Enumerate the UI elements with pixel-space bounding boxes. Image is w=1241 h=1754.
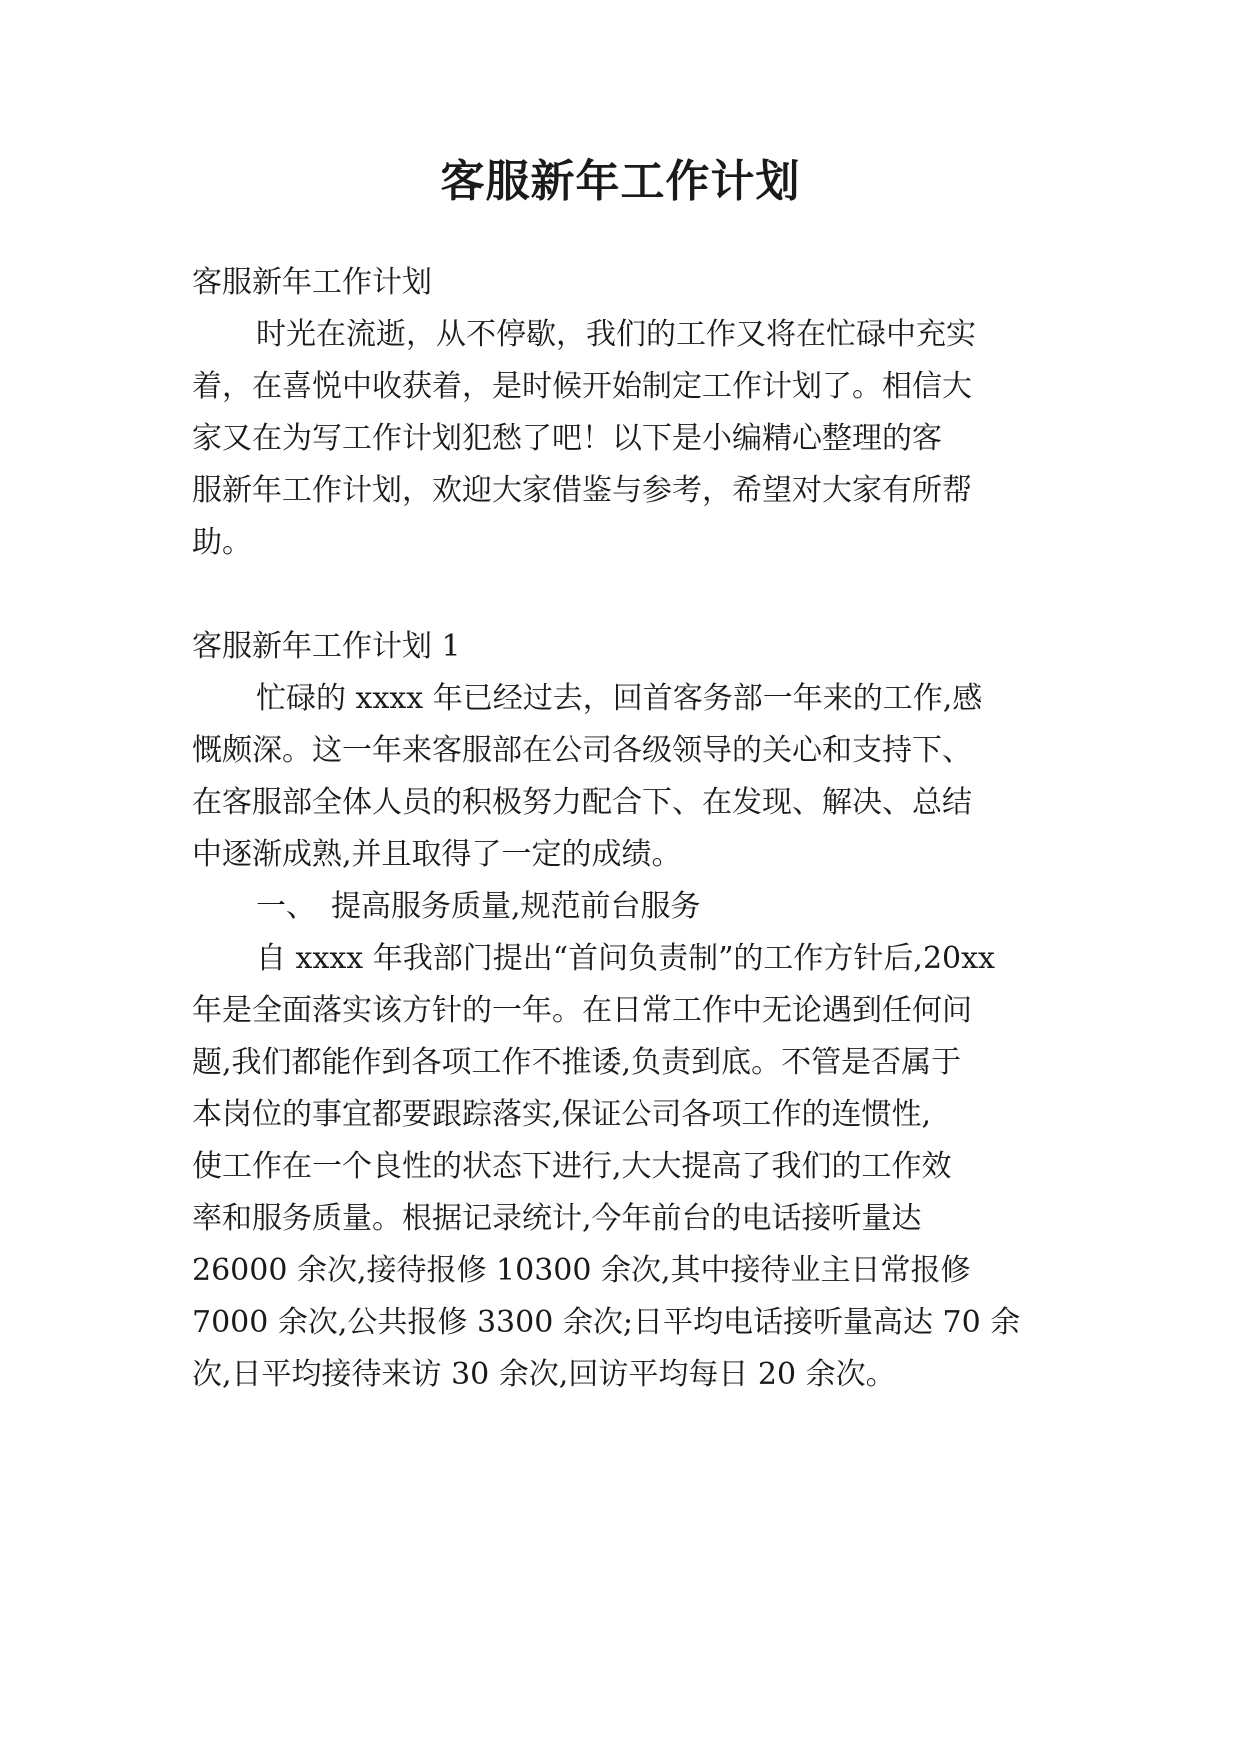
paragraph-line: 自 xxxx 年我部门提出“首问负责制”的工作方针后,20xx <box>256 941 995 976</box>
paragraph-line: 年是全面落实该方针的一年。在日常工作中无论遇到任何问 <box>192 993 972 1028</box>
paragraph-line: 助。 <box>192 525 252 560</box>
section-heading: 客服新年工作计划 <box>192 265 432 300</box>
section-heading: 客服新年工作计划 1 <box>192 629 461 664</box>
paragraph-line: 服新年工作计划，欢迎大家借鉴与参考，希望对大家有所帮 <box>192 473 972 508</box>
paragraph-line: 7000 余次,公共报修 3300 余次;日平均电话接听量高达 70 余 <box>192 1305 1021 1340</box>
paragraph-line: 题,我们都能作到各项工作不推诿,负责到底。不管是否属于 <box>192 1045 962 1080</box>
paragraph-line: 在客服部全体人员的积极努力配合下、在发现、解决、总结 <box>192 785 972 820</box>
paragraph-line: 使工作在一个良性的状态下进行,大大提高了我们的工作效 <box>192 1149 952 1184</box>
paragraph-line: 中逐渐成熟,并且取得了一定的成绩。 <box>192 837 682 872</box>
paragraph-line: 次,日平均接待来访 30 余次,回访平均每日 20 余次。 <box>192 1357 896 1392</box>
numbered-heading: 一、 提高服务质量,规范前台服务 <box>256 889 701 924</box>
paragraph-line: 率和服务质量。根据记录统计,今年前台的电话接听量达 <box>192 1201 922 1236</box>
paragraph-line: 家又在为写工作计划犯愁了吧！以下是小编精心整理的客 <box>192 421 942 456</box>
paragraph-line: 时光在流逝，从不停歇，我们的工作又将在忙碌中充实 <box>256 317 976 352</box>
paragraph-line: 忙碌的 xxxx 年已经过去，回首客务部一年来的工作,感 <box>256 681 983 716</box>
paragraph-line: 26000 余次,接待报修 10300 余次,其中接待业主日常报修 <box>192 1253 971 1288</box>
paragraph-line: 着，在喜悦中收获着，是时候开始制定工作计划了。相信大 <box>192 369 972 404</box>
document-title: 客服新年工作计划 <box>440 156 801 207</box>
paragraph-line: 慨颇深。这一年来客服部在公司各级领导的关心和支持下、 <box>192 733 972 768</box>
paragraph-line: 本岗位的事宜都要跟踪落实,保证公司各项工作的连惯性, <box>192 1097 932 1132</box>
